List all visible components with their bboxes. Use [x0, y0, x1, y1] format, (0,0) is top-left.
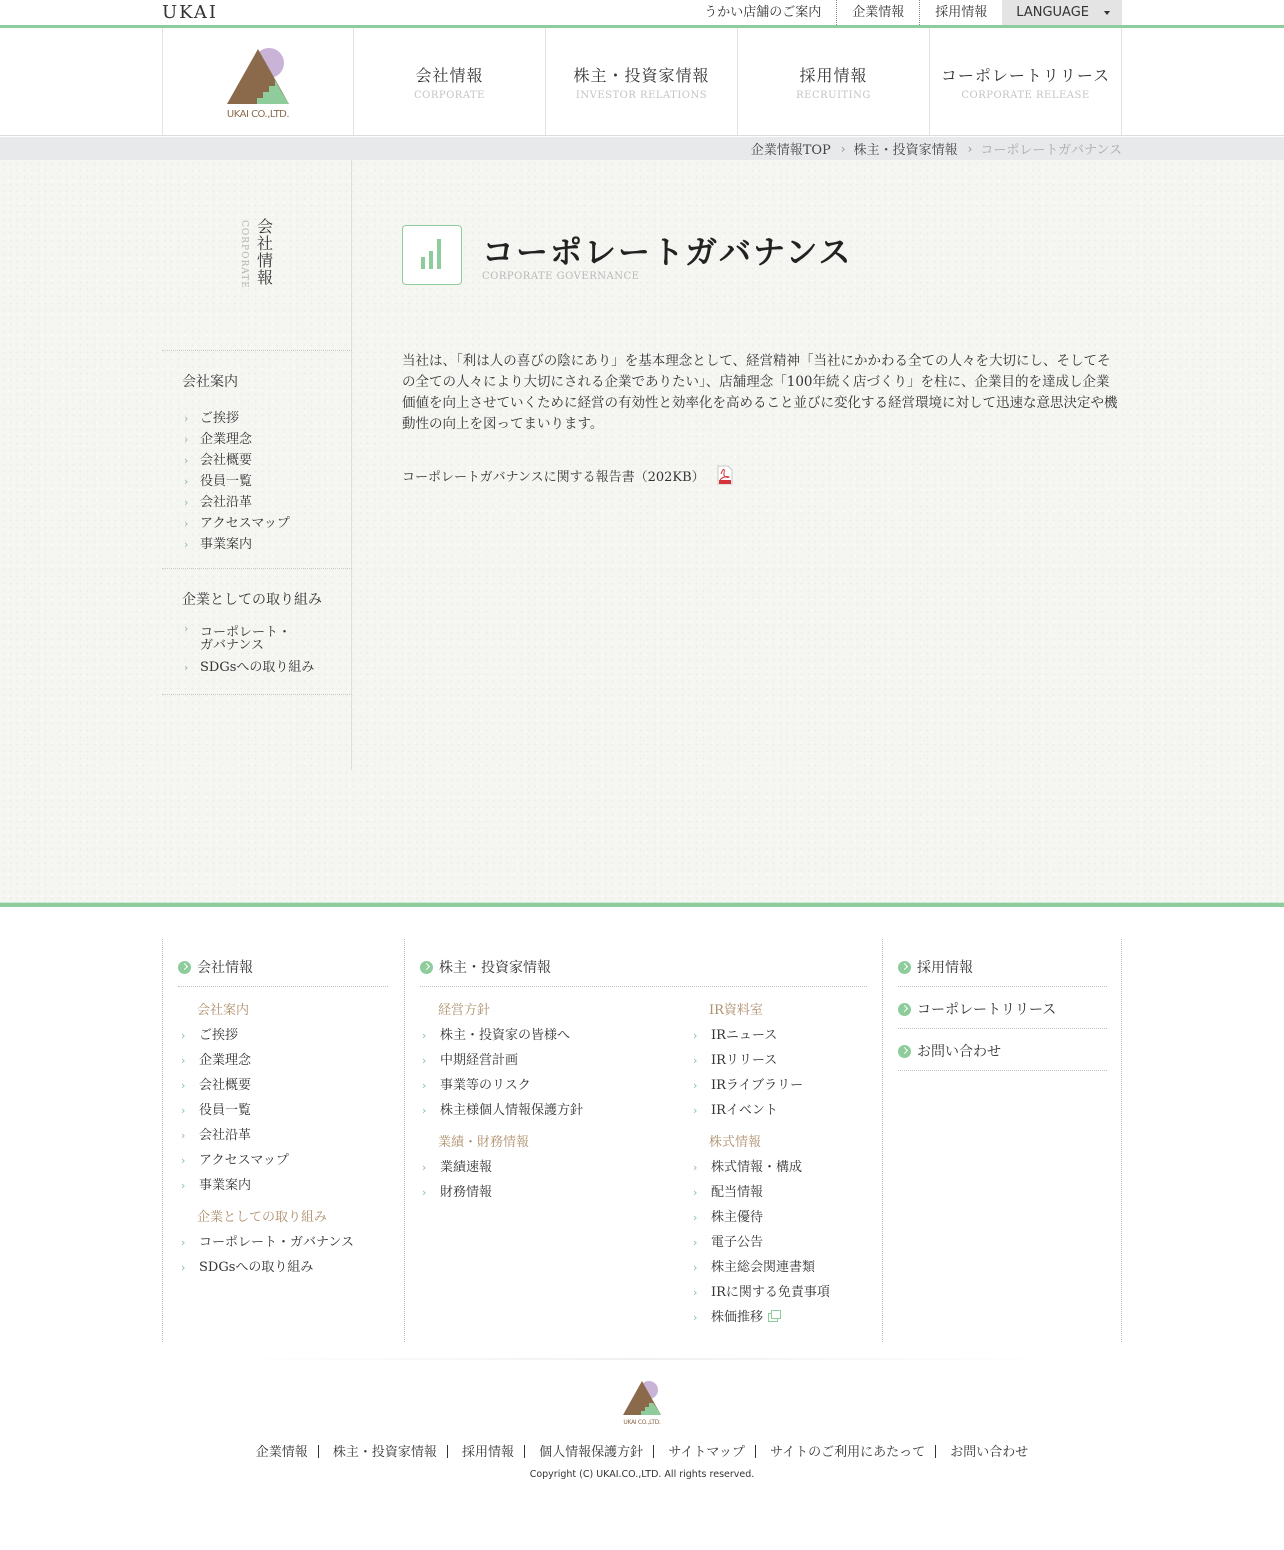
nav-recruiting[interactable]: [738, 28, 930, 135]
footer-divider: [178, 986, 388, 987]
footer-subheading: 企業としての取り組み: [197, 1210, 328, 1225]
pdf-icon: [717, 465, 733, 485]
arrow-circle-icon: [898, 1003, 911, 1016]
chevron-right-icon: ›: [422, 1161, 427, 1174]
chevron-right-icon: ›: [181, 1079, 186, 1092]
nav-label: コーポレートリリース: [940, 65, 1111, 85]
chevron-right-icon: ›: [181, 1104, 186, 1117]
footer-link[interactable]: › 株主優待: [693, 1205, 830, 1230]
footer-divider: [898, 986, 1107, 987]
footer-link[interactable]: › 電子公告: [693, 1230, 830, 1255]
footer-link[interactable]: › 株主総会関連書類: [693, 1255, 830, 1280]
footer-subheading: IR資料室: [709, 1003, 763, 1018]
sidebar-section-initiatives: [162, 568, 352, 678]
nav-investor-relations[interactable]: [546, 28, 738, 135]
breadcrumb: [751, 137, 1122, 160]
footer-link[interactable]: › 業績速報: [422, 1155, 492, 1180]
footer-bottom-link[interactable]: サイトマップ: [668, 1445, 745, 1460]
footer-bottom-link[interactable]: 採用情報: [462, 1445, 515, 1460]
footer-link[interactable]: › 役員一覧: [181, 1098, 289, 1123]
report-link-label: コーポレートガバナンスに関する報告書（202KB）: [402, 469, 705, 485]
brand-wordmark[interactable]: UKAI: [162, 2, 218, 23]
chevron-right-icon: ›: [693, 1161, 698, 1174]
footer-link[interactable]: › IRライブラリー: [693, 1073, 803, 1098]
chevron-right-icon: ›: [693, 1079, 698, 1092]
footer-list: [693, 1023, 803, 1123]
footer-link[interactable]: › 財務情報: [422, 1180, 492, 1205]
chevron-right-icon: ›: [181, 1154, 186, 1167]
sidebar-heading: 企業としての取り組み: [182, 592, 322, 608]
chevron-right-icon: ›: [693, 1029, 698, 1042]
site-header: [0, 28, 1284, 136]
chevron-right-icon: ›: [184, 454, 189, 467]
footer-divider: [898, 1070, 1107, 1071]
footer-col-other: [882, 939, 1122, 1342]
chevron-right-icon: ›: [422, 1104, 427, 1117]
footer-bottom-link[interactable]: 株主・投資家情報: [332, 1445, 437, 1460]
sidebar-item-access[interactable]: › アクセスマップ: [184, 513, 352, 534]
nav-corporate-release[interactable]: [930, 28, 1122, 135]
language-dropdown[interactable]: [1002, 0, 1122, 25]
chevron-right-icon: ›: [181, 1129, 186, 1142]
footer-heading-corporate[interactable]: 会社情報: [178, 957, 253, 977]
sidebar-item-officers[interactable]: › 役員一覧: [184, 471, 352, 492]
sidebar-item-overview[interactable]: › 会社概要: [184, 450, 352, 471]
footer-list: [422, 1155, 492, 1205]
chevron-right-icon: ›: [184, 412, 189, 425]
chevron-right-icon: ›: [693, 1236, 698, 1249]
chevron-right-icon: ›: [181, 1236, 186, 1249]
lead-paragraph: 当社は、「利は人の喜びの陰にあり」を基本理念として、経営精神「当社にかかわる全ての人々を大切にし、そしてその全ての人々により大切にされる企業でありたい」、店舗理念「100年続く店づくり」を柱に、企業目的を達成し企業価値を向上させていくために経営の有効性と効率化を高めること並びに変化する経営環境に対して迅速な意思決定や機動性の向上を図ってまいります。: [402, 353, 1118, 432]
chevron-right-icon: ›: [422, 1079, 427, 1092]
footer-link[interactable]: › IRリリース: [693, 1048, 803, 1073]
footer-link[interactable]: › IRに関する免責事項: [693, 1280, 830, 1305]
arrow-circle-icon: [898, 1045, 911, 1058]
utility-nav: [689, 0, 1122, 25]
footer-list: [422, 1023, 583, 1123]
footer-col-corporate: [163, 939, 404, 1342]
footer-heading-investor[interactable]: 株主・投資家情報: [420, 957, 551, 977]
sidebar-section-company: [162, 350, 352, 555]
utility-link-stores[interactable]: うかい店舗のご案内: [704, 5, 822, 20]
site-logo-link[interactable]: [163, 28, 354, 135]
sidebar-title-jp: 会社情報: [257, 217, 274, 287]
footer-heading-recruit[interactable]: 採用情報: [898, 957, 973, 977]
footer-bottom-links: [0, 1441, 1284, 1460]
chevron-right-icon: ›: [181, 1179, 186, 1192]
copyright: Copyright (C) UKAI.CO.,LTD. All rights reserved.: [529, 1469, 755, 1480]
sidebar-title: [239, 218, 279, 298]
footer-subheading: 株式情報: [709, 1135, 762, 1150]
link-separator: [755, 1445, 756, 1458]
utility-link-corporate[interactable]: 企業情報: [836, 0, 919, 25]
chevron-right-icon: ›: [184, 496, 189, 509]
sidebar-heading: 会社案内: [182, 374, 238, 390]
chevron-right-icon: ›: [693, 1104, 698, 1117]
link-separator: [653, 1445, 654, 1458]
chevron-right-icon: ›: [422, 1029, 427, 1042]
utility-link-recruit[interactable]: 採用情報: [919, 0, 1002, 25]
breadcrumb-link-ir[interactable]: 株主・投資家情報: [853, 143, 958, 158]
footer-bottom-link[interactable]: お問い合わせ: [950, 1445, 1029, 1460]
footer-accent-line: [0, 902, 1284, 907]
footer-link[interactable]: › 配当情報: [693, 1180, 830, 1205]
ukai-logo: [223, 43, 293, 121]
footer-list: [693, 1155, 830, 1330]
sidebar-title-en: CORPORATE: [239, 220, 249, 289]
footer-link[interactable]: › 株式情報・構成: [693, 1155, 830, 1180]
chevron-right-icon: ›: [693, 1186, 698, 1199]
footer-divider: [898, 1028, 1107, 1029]
nav-label: 採用情報: [799, 65, 868, 85]
governance-report-link[interactable]: [402, 465, 733, 485]
arrow-circle-icon: [420, 961, 433, 974]
footer-link[interactable]: › IRニュース: [693, 1023, 803, 1048]
chevron-right-icon: ›: [422, 1054, 427, 1067]
main-content-area: [0, 160, 1284, 902]
caret-down-icon: [1104, 11, 1110, 15]
page-title: コーポレートガバナンス: [482, 233, 853, 271]
chevron-right-icon: ›: [967, 141, 973, 156]
footer-subheading: 経営方針: [438, 1003, 491, 1018]
logo-text: UKAI CO.,LTD.: [226, 108, 290, 120]
chevron-right-icon: ›: [693, 1054, 698, 1067]
footer-heading-release[interactable]: コーポレートリリース: [898, 999, 1056, 1019]
footer-sitemap: [162, 939, 1122, 1342]
breadcrumb-bar: [0, 137, 1284, 160]
footer-link[interactable]: › コーポレート・ガバナンス: [181, 1230, 354, 1255]
footer-subheading: 会社案内: [197, 1003, 250, 1018]
nav-sublabel: CORPORATE RELEASE: [961, 89, 1090, 101]
footer-link-stock-price[interactable]: › 株価推移: [693, 1305, 830, 1330]
footer-subheading: 業績・財務情報: [438, 1135, 530, 1150]
chevron-right-icon: ›: [693, 1286, 698, 1299]
footer-col-investor: [404, 939, 882, 1342]
footer-bottom-link[interactable]: 企業情報: [255, 1445, 308, 1460]
breadcrumb-link-top[interactable]: 企業情報TOP: [750, 143, 831, 158]
page-subtitle: CORPORATE GOVERNANCE: [482, 271, 640, 282]
chevron-right-icon: ›: [181, 1261, 186, 1274]
chevron-right-icon: ›: [184, 475, 189, 488]
footer-link[interactable]: › 事業案内: [181, 1173, 289, 1198]
nav-corporate[interactable]: [354, 28, 546, 135]
nav-sublabel: INVESTOR RELATIONS: [575, 89, 708, 101]
sidebar-item-history[interactable]: › 会社沿革: [184, 492, 352, 513]
footer-link[interactable]: › 会社概要: [181, 1073, 289, 1098]
footer-link[interactable]: › 中期経営計画: [422, 1048, 583, 1073]
chevron-right-icon: ›: [693, 1211, 698, 1224]
footer-list: [181, 1023, 289, 1198]
footer-link[interactable]: › IRイベント: [693, 1098, 803, 1123]
breadcrumb-current: コーポレートガバナンス: [980, 143, 1122, 158]
footer-link[interactable]: › 会社沿革: [181, 1123, 289, 1148]
footer-heading-contact[interactable]: お問い合わせ: [898, 1041, 1001, 1061]
chevron-right-icon: ›: [840, 141, 846, 156]
external-window-icon: [768, 1313, 778, 1322]
sidebar: [162, 160, 352, 770]
sidebar-divider: [162, 694, 352, 695]
sidebar-item-greeting[interactable]: › ご挨拶: [184, 408, 352, 429]
footer-divider: [420, 986, 867, 987]
chevron-right-icon: ›: [184, 661, 189, 674]
arrow-circle-icon: [178, 961, 191, 974]
footer-link[interactable]: › 企業理念: [181, 1048, 289, 1073]
chevron-right-icon: ›: [184, 622, 189, 635]
link-separator: [935, 1445, 936, 1458]
nav-label: 会社情報: [415, 65, 484, 85]
nav-sublabel: CORPORATE: [414, 89, 485, 101]
sidebar-item-philosophy[interactable]: › 企業理念: [184, 429, 352, 450]
footer-link[interactable]: › ご挨拶: [181, 1023, 289, 1048]
arrow-circle-icon: [898, 961, 911, 974]
sidebar-item-business[interactable]: › 事業案内: [184, 534, 352, 555]
chevron-right-icon: ›: [181, 1029, 186, 1042]
chevron-right-icon: ›: [184, 433, 189, 446]
footer-logo[interactable]: [621, 1378, 663, 1428]
chevron-right-icon: ›: [422, 1186, 427, 1199]
link-separator: [447, 1445, 448, 1458]
main-nav: [162, 28, 1122, 135]
chevron-right-icon: ›: [181, 1054, 186, 1067]
chevron-right-icon: ›: [184, 538, 189, 551]
top-bar: [0, 0, 1284, 26]
bar-chart-icon: [402, 225, 462, 285]
footer-link[interactable]: › 株主様個人情報保護方針: [422, 1098, 583, 1123]
nav-label: 株主・投資家情報: [573, 65, 710, 85]
logo-text: UKAI CO.,LTD.: [623, 1419, 661, 1426]
chevron-right-icon: ›: [693, 1261, 698, 1274]
footer-list: [181, 1230, 354, 1280]
footer-link[interactable]: › 事業等のリスク: [422, 1073, 583, 1098]
footer-link[interactable]: › アクセスマップ: [181, 1148, 289, 1173]
footer-bottom-link[interactable]: 個人情報保護方針: [539, 1445, 644, 1460]
chevron-right-icon: ›: [184, 517, 189, 530]
footer-link[interactable]: › 株主・投資家の皆様へ: [422, 1023, 583, 1048]
sidebar-item-sdgs[interactable]: › SDGsへの取り組み: [184, 657, 352, 678]
chevron-right-icon: ›: [693, 1311, 698, 1324]
footer-link[interactable]: › SDGsへの取り組み: [181, 1255, 354, 1280]
link-separator: [318, 1445, 319, 1458]
nav-sublabel: RECRUITING: [796, 89, 871, 101]
link-separator: [524, 1445, 525, 1458]
language-label: LANGUAGE: [1016, 5, 1089, 20]
footer-bottom-link[interactable]: サイトのご利用にあたって: [770, 1445, 926, 1460]
sidebar-item-governance[interactable]: › コーポレート・ ガバナンス: [184, 622, 292, 653]
footer-shadow: [222, 1358, 1062, 1360]
